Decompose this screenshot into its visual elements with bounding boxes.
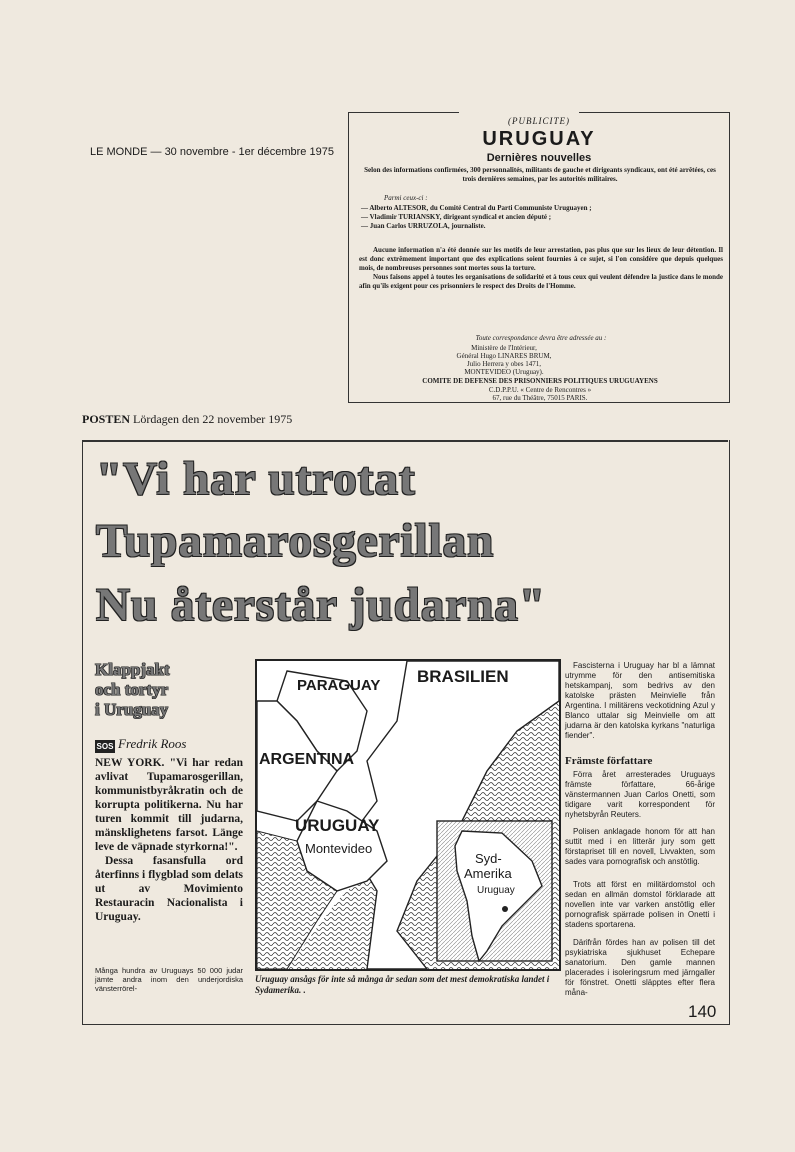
map-label-argentina: ARGENTINA xyxy=(259,751,355,768)
ad-correspondence-note: Toute correspondance devra être adressée au : xyxy=(475,334,607,342)
posten-date: Lördagen den 22 november 1975 xyxy=(133,412,293,426)
body-text-left: Många hundra av Uruguays 50 000 judar jämte andra inom den underjordiska vänsterrörel- xyxy=(95,966,243,993)
right-column-paragraph: Fascisterna i Uruguay har bl a lämnat utrymme för den antisemitiska hetskampanj, som bedrivs av den katolske prästen Meinvielle från Argentina. I militärens veckotidning Azul y Blanco uttalar sig Meinvielle om att judarna är den katolska kyrkans "naturliga fiender". xyxy=(565,661,715,740)
ad-comite-address xyxy=(355,386,725,402)
ad-top-rule-right xyxy=(579,112,729,113)
ad-title: URUGUAY xyxy=(482,128,596,150)
byline-author: Fredrik Roos xyxy=(118,736,187,751)
posten-dateline xyxy=(82,412,292,427)
ad-address xyxy=(409,344,599,376)
lead-text xyxy=(95,756,243,924)
map-label-paraguay: PARAGUAY xyxy=(297,677,381,694)
ad-names-list xyxy=(361,204,723,231)
map-label-brasilien: BRASILIEN xyxy=(417,667,509,686)
ad-body-paragraph: Nous faisons appel à toutes les organisations de solidarité et à tous ceux qui veulent défendre la justice dans le monde afin qu'ils exigent pour ces prisonniers le respect des Droits de l'Homme. xyxy=(359,273,723,290)
ad-body xyxy=(359,246,723,291)
ad-address-line: Julio Herrera y obes 1471, xyxy=(466,360,542,368)
map-graphic xyxy=(257,661,559,969)
page-number: 140 xyxy=(688,1002,717,1021)
ad-address-line: MONTEVIDEO (Uruguay). xyxy=(464,368,544,376)
ad-top-rule-left xyxy=(349,112,459,113)
ad-comite: COMITE DE DEFENSE DES PRISONNIERS POLITIQUES URUGUAYENS xyxy=(422,377,658,385)
le-monde-advertisement xyxy=(348,112,730,403)
map-caption: Uruguay ansågs för inte så många år sedan som det mest demokratiska landet i Sydamerika. . xyxy=(255,974,550,995)
ad-body-paragraph: Aucune information n'a été donnée sur les motifs de leur arrestation, pas plus que sur les lieux de leur détention. Il est donc extrêmement important que des explications soient fournies à ce sujet, si l'on considère que depuis quelques mois, de nombreuses personnes sont mortes sous la torture. xyxy=(359,246,723,272)
uruguay-marker-icon xyxy=(502,906,508,912)
subhead xyxy=(95,660,240,720)
ad-parmi: Parmi ceux-ci : xyxy=(384,194,428,202)
right-column-heading: Främste författare xyxy=(565,755,653,767)
posten-paper-name: POSTEN xyxy=(82,412,131,426)
ad-name-item: — Juan Carlos URRUZOLA, journaliste. xyxy=(361,222,486,230)
map-label-amerika: Amerika xyxy=(464,866,512,881)
right-column-paragraph: Därifrån fördes han av polisen till det psykiatriska sjukhuset Echepare sanatorium. Den gamle mannen placerades i isoleringsrum med järngaller för fönstret. Onetti släpptes efter flera måna- xyxy=(565,938,715,997)
lead-paragraph: NEW YORK. "Vi har redan avlivat Tupamarosgerillan, kommunistbyråkratin och de korrupta politikerna. Nu har turen kommit till judarna, mänsklighetens farsot. Länge leve de väpnade styrkorna!". xyxy=(95,757,243,853)
headline-line: Nu återstår judarna" xyxy=(96,579,546,631)
ad-comite-line: 67, rue du Théâtre, 75015 PARIS. xyxy=(492,394,588,402)
ad-comite-line: C.D.P.P.U. « Centre de Rencontres » xyxy=(488,386,592,394)
subhead-line: Klappjakt xyxy=(95,660,170,679)
ad-subtitle: Dernières nouvelles xyxy=(486,152,592,164)
byline xyxy=(95,736,186,753)
headline-line: "Vi har utrotat xyxy=(96,453,416,505)
ad-name-item: — Alberto ALTESOR, du Comité Central du Parti Communiste Uruguayen ; xyxy=(361,204,592,212)
map-label-montevideo: Montevideo xyxy=(305,841,373,856)
ad-address-line: Ministère de l'Intérieur, xyxy=(471,344,537,352)
ad-address-line: Général Hugo LINARES BRUM, xyxy=(456,352,552,360)
right-column-paragraph: Förra året arresterades Uruguays främste författare, 66-årige vänstermannen Juan Carlos Onetti, som tidigare varit korrespondent för nyhetsbyrån Reuters. xyxy=(565,770,715,819)
right-column-paragraph: Trots att först en militärdomstol och sedan en allmän domstol förklarade att novellen inte var varken anstötlig eller pornografisk spärrade polisen in Onetti i stadens sportarena. xyxy=(565,880,715,929)
map-of-uruguay xyxy=(255,659,561,971)
ad-name-item: — Vladimir TURIANSKY, dirigeant syndical et ancien député ; xyxy=(361,213,552,221)
lead-paragraph-2: Dessa fasansfulla ord återfinns i flygblad som delats ut av Movimiento Restauracin Nacionalista i Uruguay. xyxy=(95,855,243,923)
map-label-uruguay: URUGUAY xyxy=(295,816,380,835)
lemonde-dateline: LE MONDE — 30 novembre - 1er décembre 1975 xyxy=(90,146,334,158)
sos-logo-icon: SOS xyxy=(96,742,114,751)
subhead-line: och tortyr xyxy=(95,680,169,699)
ad-intro: Selon des informations confirmées, 300 personnalités, militants de gauche et dirigeants syndicaux, ont été arrêtées, ces trois dernières semaines, par les autorités militaires. xyxy=(364,166,716,183)
map-label-syd: Syd- xyxy=(475,851,502,866)
ad-publicite-label: (PUBLICITE) xyxy=(508,116,570,126)
map-label-uruguay-small: Uruguay xyxy=(477,885,515,896)
subhead-line: i Uruguay xyxy=(95,700,169,719)
right-column-paragraph: Polisen anklagade honom för att han suttit med i en litterär jury som gett förstapriset till en novell, Livvakten, som sades vara pornografisk och anstötlig. xyxy=(565,827,715,866)
headline-line: Tupamarosgerillan xyxy=(96,515,495,567)
